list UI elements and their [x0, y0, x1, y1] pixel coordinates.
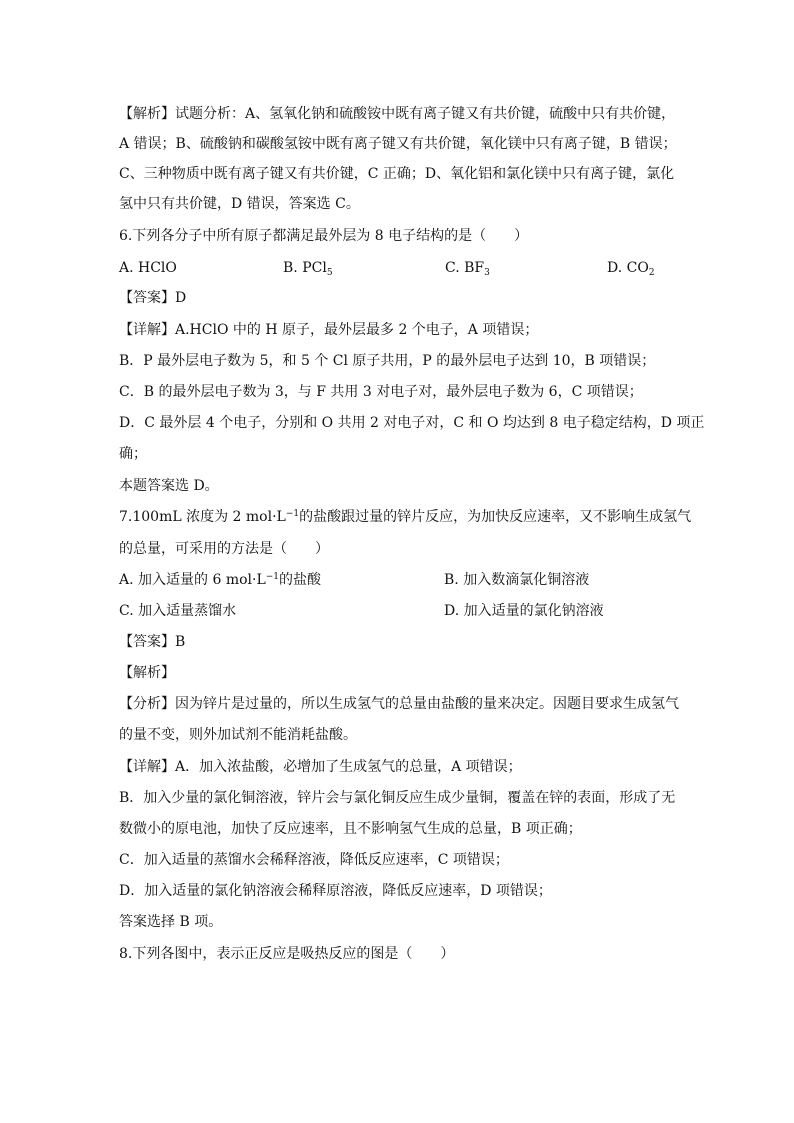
q5-explanation-line-4: 氢中只有共价键，D 错误，答案选 C。	[119, 196, 360, 212]
q7-stem-line-1: 7.100mL 浓度为 2 $mol\cdot L^{-1}$的盐酸跟过量的锌片反应，为加快反应速率，又不影响生成氢气	[119, 509, 692, 525]
q6-conclusion: 本题答案选 D。	[119, 478, 219, 494]
q7-detail-line-4: C．加入适量的蒸馏水会稀释溶液，降低反应速率，C 项错误；	[119, 852, 509, 868]
q7-analysis-line-1: 【分析】因为锌片是过量的，所以生成氢气的总量由盐酸的量来决定。因题目要求生成氢气	[119, 696, 679, 712]
q6-detail-line-1: 【详解】A.HClO 中的 H 原子，最外层最多 2 个电子，A 项错误；	[119, 322, 539, 338]
q7-analysis-heading: 【解析】	[119, 665, 175, 681]
q7-conclusion: 答案选择 B 项。	[119, 914, 223, 930]
q7-detail-line-1: 【详解】A．加入浓盐酸，必增加了生成氢气的总量，A 项错误；	[119, 759, 522, 775]
q7-detail-line-5: D．加入适量的氯化钠溶液会稀释原溶液，降低反应速率，D 项错误；	[119, 883, 552, 899]
q6-option-c: C. $BF_3$	[445, 260, 490, 278]
q7-detail-line-3: 数微小的原电池，加快了反应速率，且不影响氢气生成的总量，B 项正确；	[119, 821, 582, 837]
q7-option-d: D. 加入适量的氯化钠溶液	[444, 603, 604, 619]
q6-detail-line-4: D．C 最外层 4 个电子，分别和 O 共用 2 对电子对，C 和 O 均达到 8 电子稳定结构，D 项正	[119, 415, 705, 431]
q7-detail-line-2: B．加入少量的氯化铜溶液，锌片会与氯化铜反应生成少量铜，覆盖在锌的表面，形成了无	[119, 790, 676, 806]
q7-answer: 【答案】B	[119, 634, 186, 650]
q5-explanation-line-2: A 错误；B、硫酸钠和碳酸氢铵中既有离子键又有共价键，氧化镁中只有离子键，B 错误；	[119, 136, 677, 152]
q6-option-b: B. PCl$_5$	[283, 260, 333, 278]
q6-stem: 6.下列各分子中所有原子都满足最外层为 8 电子结构的是（ ）	[119, 228, 529, 244]
q5-explanation-line-1: 【解析】试题分析：A、氢氧化钠和硫酸铵中既有离子键又有共价键，硫酸中只有共价键，	[119, 106, 676, 122]
q5-explanation-line-3: C、三种物质中既有离子键又有共价键，C 正确；D、氧化铝和氯化镁中只有离子键，氯化	[119, 166, 675, 182]
q6-detail-line-3: C．B 的最外层电子数为 3，与 F 共用 3 对电子对，最外层电子数为 6，C 项错误；	[119, 384, 643, 400]
q8-stem: 8.下列各图中，表示正反应是吸热反应的图是（ ）	[119, 946, 455, 962]
q6-option-d: D. $CO_2$	[607, 260, 655, 278]
q7-stem-line-2: 的总量，可采用的方法是（ ）	[119, 541, 329, 557]
q6-detail-line-2: B．P 最外层电子数为 5，和 5 个 Cl 原子共用，P 的最外层电子达到 10，B 项错误；	[119, 353, 656, 369]
q7-option-b: B. 加入数滴氯化铜溶液	[444, 572, 590, 588]
q7-option-c: C. 加入适量蒸馏水	[119, 603, 237, 619]
q6-detail-line-5: 确；	[119, 446, 147, 462]
q7-analysis-line-2: 的量不变，则外加试剂不能消耗盐酸。	[119, 727, 357, 743]
q6-option-a: A. HClO	[119, 260, 177, 276]
q7-option-a: A. 加入适量的 6 $mol\cdot L^{-1}$的盐酸	[119, 572, 322, 588]
q6-answer: 【答案】D	[119, 290, 187, 306]
